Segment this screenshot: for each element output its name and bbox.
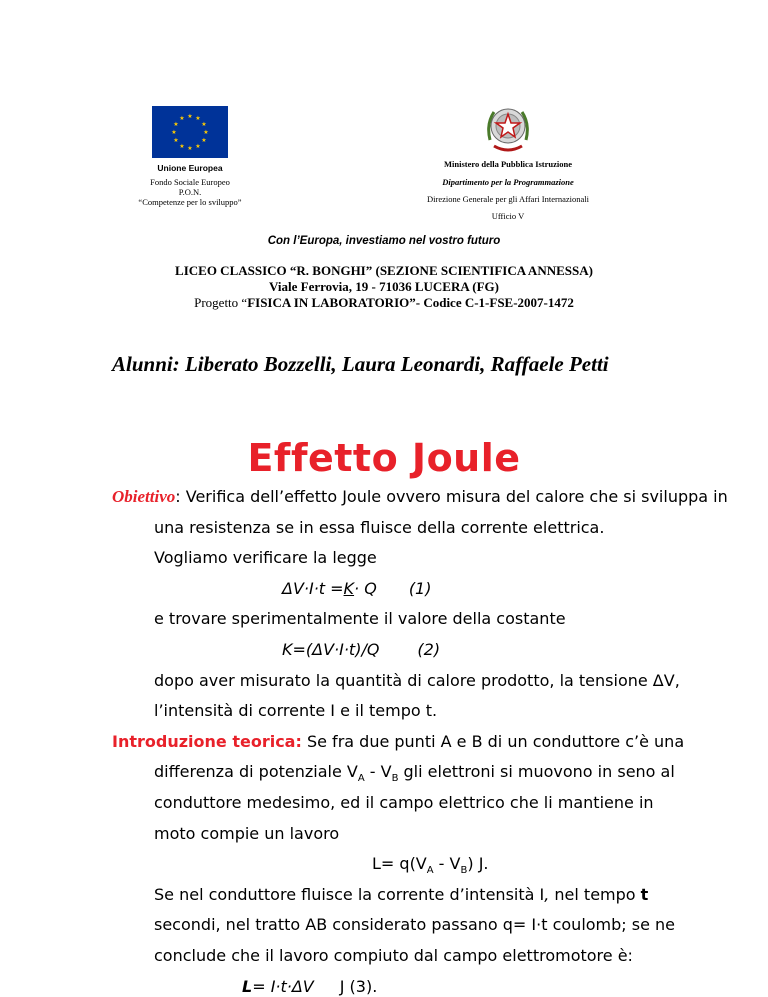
objective-line-3: Vogliamo verificare la legge — [154, 548, 377, 568]
italian-republic-emblem — [484, 100, 532, 156]
intro-l2-b: - V — [364, 762, 392, 782]
objective-text-1: Verifica dell’effetto Joule ovvero misura del calore che si sviluppa in — [185, 487, 728, 506]
svg-text:★: ★ — [173, 121, 179, 128]
eq1-number: (1) — [408, 578, 432, 598]
ministry-name: Ministero della Pubblica Istruzione — [443, 159, 573, 169]
equation-2 — [282, 640, 440, 660]
svg-text:★: ★ — [201, 121, 207, 128]
objective-line-5: dopo aver misurato la quantità di calore prodotto, la tensione ΔV, — [154, 670, 680, 690]
intro-l5-t: t — [640, 884, 649, 904]
project-name: FISICA IN LABORATORIO”- Codice C-1-FSE-2007-1472 — [247, 295, 574, 310]
eu-name: Unione Europea — [157, 163, 223, 173]
eq-work-c: ) J. — [467, 854, 489, 874]
project-prefix: Progetto “ — [194, 295, 248, 310]
intro-l2-sub-a: A — [357, 773, 365, 785]
page-title: Effetto Joule — [247, 436, 521, 480]
intro-line-1 — [112, 732, 684, 752]
svg-text:★: ★ — [195, 143, 201, 150]
intro-line-6: secondi, nel tratto AB considerato passano q= I·t coulomb; se ne — [154, 915, 676, 935]
ministry-direction: Direzione Generale per gli Affari Internazionali — [427, 194, 589, 204]
eq3-rest: = I·t·ΔV — [252, 976, 314, 996]
intro-text-1: Se fra due punti A e B di un conduttore c’è una — [306, 731, 685, 751]
school-name: LICEO CLASSICO “R. BONGHI” (SEZIONE SCIENTIFICA ANNESSA) — [175, 263, 593, 278]
eq3-unit: J (3). — [339, 976, 378, 996]
svg-text:★: ★ — [187, 113, 193, 120]
intro-line-2 — [154, 762, 675, 789]
intro-line-5 — [154, 885, 648, 905]
intro-line-4: moto compie un lavoro — [154, 823, 340, 843]
eu-flag-logo — [152, 106, 228, 158]
svg-text:★: ★ — [173, 137, 179, 144]
ministry-office: Ufficio V — [491, 211, 525, 221]
eq-work-sub-b: B — [460, 865, 468, 877]
eq1-rhs: · Q — [354, 578, 377, 598]
eu-pon: P.O.N. — [178, 187, 202, 197]
intro-l5-b: nel tempo — [549, 884, 641, 904]
objective-label: Obiettivo — [112, 487, 176, 506]
objective-line-4: e trovare sperimentalmente il valore della costante — [154, 609, 566, 629]
svg-text:★: ★ — [179, 115, 185, 122]
objective-line-6: l’intensità di corrente I e il tempo t. — [154, 701, 438, 721]
eq-work-b: - V — [433, 854, 461, 874]
intro-line-3: conduttore medesimo, ed il campo elettrico che li mantiene in — [154, 793, 654, 812]
svg-text:★: ★ — [201, 137, 207, 144]
intro-l5-a: Se nel conduttore fluisce la corrente d’intensità I — [154, 884, 545, 904]
eq1-lhs: ΔV·I·t = — [282, 578, 344, 598]
ministry-dept: Dipartimento per la Programmazione — [442, 177, 574, 187]
intro-l2-sub-b: B — [391, 773, 399, 785]
objective-line-1 — [112, 487, 728, 507]
eq2-number: (2) — [417, 640, 441, 659]
slogan: Con l’Europa, investiamo nel vostro futuro — [267, 235, 501, 247]
svg-text:★: ★ — [171, 129, 177, 136]
objective-colon: : — [175, 487, 181, 506]
intro-label: Introduzione teorica: — [112, 731, 302, 751]
eu-competenze: “Competenze per lo sviluppo” — [138, 197, 242, 207]
intro-l2-a: differenza di potenziale V — [154, 762, 358, 782]
equation-work — [372, 854, 489, 881]
eq-work-sub-a: A — [426, 865, 434, 877]
eq3-L: L — [242, 976, 253, 996]
eq2-body: K=(ΔV·I·t)/Q — [282, 640, 380, 659]
school-address: Viale Ferrovia, 19 - 71036 LUCERA (FG) — [269, 279, 499, 294]
objective-line-2: una resistenza se in essa fluisce della corrente elettrica. — [154, 517, 605, 537]
students: Alunni: Liberato Bozzelli, Laura Leonardi, Raffaele Petti — [112, 352, 609, 376]
intro-line-7: conclude che il lavoro compiuto dal campo elettromotore è: — [154, 946, 633, 965]
intro-l2-c: gli elettroni si muovono in seno al — [398, 762, 675, 782]
eu-fund: Fondo Sociale Europeo — [150, 177, 230, 187]
project-line — [0, 295, 768, 311]
equation-1 — [282, 579, 431, 599]
svg-text:★: ★ — [195, 115, 201, 122]
intro-l5-comma: , — [544, 884, 550, 904]
eq-work-a: L= q(V — [372, 854, 427, 874]
svg-text:★: ★ — [187, 145, 193, 152]
svg-text:★: ★ — [179, 143, 185, 150]
eq1-k: K — [343, 578, 355, 598]
svg-text:★: ★ — [203, 129, 209, 136]
